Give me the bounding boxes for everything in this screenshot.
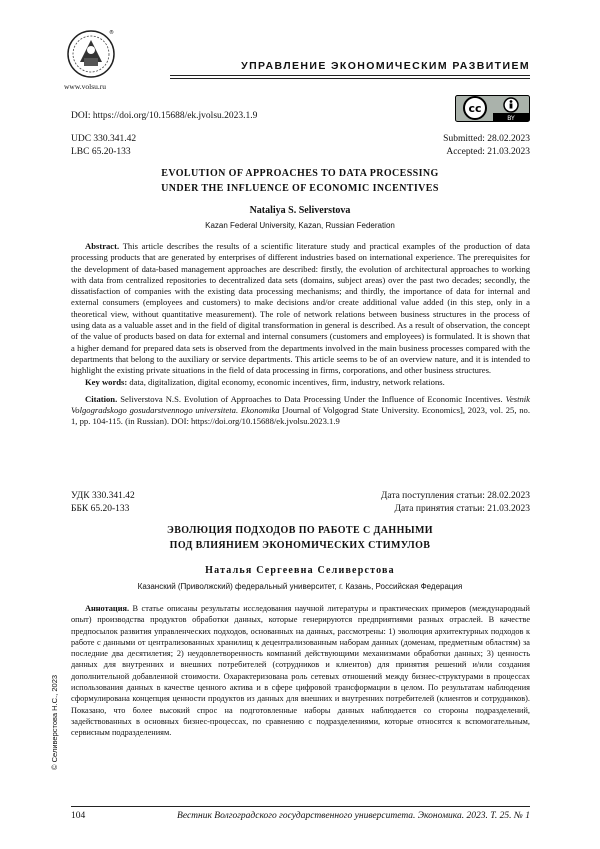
title-ru-line1: ЭВОЛЮЦИЯ ПОДХОДОВ ПО РАБОТЕ С ДАННЫМИ xyxy=(167,525,433,536)
affiliation-en: Kazan Federal University, Kazan, Russian Federation xyxy=(205,221,395,230)
abstract-en xyxy=(71,241,530,428)
affiliation-ru: Казанский (Приволжский) федеральный университет, г. Казань, Российская Федерация xyxy=(137,582,463,591)
running-title: УПРАВЛЕНИЕ ЭКОНОМИЧЕСКИМ РАЗВИТИЕМ xyxy=(241,60,530,72)
svg-text:®: ® xyxy=(109,30,114,36)
udc-ru: УДК 330.341.42 xyxy=(71,491,135,501)
accepted-en: Accepted: 21.03.2023 xyxy=(446,147,530,157)
author-en: Nataliya S. Seliverstova xyxy=(249,205,351,216)
citation-journal: Vestnik Volgogradskogo gosudarstvennogo universiteta. Ekonomika xyxy=(71,393,530,416)
title-en-line2: UNDER THE INFLUENCE OF ECONOMIC INCENTIVES xyxy=(161,183,439,194)
title-ru xyxy=(70,523,530,553)
title-en-line1: EVOLUTION OF APPROACHES TO DATA PROCESSING xyxy=(161,168,439,179)
title-en xyxy=(70,166,530,196)
udc-en: UDC 330.341.42 xyxy=(71,134,137,144)
keywords-en-text: data, digitalization, digital economy, economic incentives, firm, industry, network relations. xyxy=(129,376,445,387)
doi-link[interactable]: DOI: https://doi.org/10.15688/ek.jvolsu.2023.1.9 xyxy=(71,111,258,121)
abstract-en-label: Abstract. xyxy=(85,241,120,251)
copyright-vertical: © Селиверстова Н.С., 2023 xyxy=(50,674,59,770)
abstract-en-text: This article describes the results of a scientific literature study and practical examples of the production of data processing products that are generated by enterprises of different industries based on international experience. The prerequisites for the development of data-based management approaches are described: firstly, the evolution of architectural approaches to working with data from centralized repositories to decentralized data sets (domains, subject areas) over the past two decades; secondly, the dissatisfaction of companies with the existing data processing mechanisms; and thirdly, the importance of data for internal and external consumers (employees and customers) to make decisions and/or create additional value added (in this step, only in a theoretical view, without quantitative measurement). The role of network relations between business structures in the process of using data as a valuable asset and in the field of digital transformation in general is described. As a result of observation, the concept of the value of products based on data for external and internal consumers (customers and employees) is formulated. It is shown that a higher demand for prepared data sets is observed from the departments involved in the main business processes compared with the departments that belong to the auxiliary or service departments. This article seems to be of an overview nature, and it is intended to highlight the existing private situations in the field of data processing in firms, corporations, and other business structures. xyxy=(71,241,530,376)
header-rule-thin xyxy=(170,78,530,79)
cc-by-license-badge[interactable] xyxy=(455,95,530,122)
page-number: 104 xyxy=(71,811,86,821)
accepted-ru: Дата принятия статьи: 21.03.2023 xyxy=(394,504,530,514)
submitted-en: Submitted: 28.02.2023 xyxy=(443,134,530,144)
title-ru-line2: ПОД ВЛИЯНИЕМ ЭКОНОМИЧЕСКИХ СТИМУЛОВ xyxy=(169,540,431,551)
submitted-ru: Дата поступления статьи: 28.02.2023 xyxy=(380,491,530,501)
author-ru: Наталья Сергеевна Селиверстова xyxy=(205,565,395,576)
lbc-ru: ББК 65.20-133 xyxy=(71,504,130,514)
by-icon: BY xyxy=(507,115,515,122)
journal-footer: Вестник Волгоградского государственного университета. Экономика. 2023. Т. 25. № 1 xyxy=(177,811,530,821)
citation-details[interactable]: [Journal of Volgograd State University. Economics], 2023, vol. 25, no. 1, pp. 104-115. (in Russian). DOI: https://doi.org/10.15688/ek.jvolsu.2023.1.9 xyxy=(71,405,530,427)
abstract-ru-text: В статье описаны результаты исследования научной литературы и практических примеров (международный опыт) производства продуктов обработки данных, которые генерируются предприятиями разных отраслей. В качестве предпосылок развития управленческих подходов, основанных на данных, рассмотрены: 1) эволюция архитектурных подходов к работе с данными от централизованных хранилищ к децентрализованным наборам данных (доменам, предметным областям) за последние два десятилетия; 2) неудовлетворенность компаний действующими механизмами обработки данных; 3) ценность данных для внутренних и внешних потребителей (сотрудников и клиентов) для принятия решений и/или создания дополнительной добавленной стоимости. Охарактеризована роль сетевых отношений между бизнес-структурами в процессах использования данных в качестве ценного актива и в сфере цифровой трансформации в целом. По результатам наблюдения сформулирована концепция ценности продуктов из данных для внешних и внутренних потребителей (клиентов и сотрудников). Показано, что более высокий спрос на подготовленные наборы данных наблюдается со стороны подразделений, задействованных в основных бизнес-процессах, по сравнению с подразделениями, которые относятся к вспомогательным, сервисным подразделениям. xyxy=(71,604,530,738)
university-logo-icon xyxy=(66,28,116,80)
citation-text: Seliverstova N.S. Evolution of Approaches to Data Processing Under the Influence of Economic Incentives. xyxy=(120,393,503,404)
footer-rule xyxy=(71,806,530,807)
abstract-ru xyxy=(71,603,530,739)
keywords-en-label: Key words: xyxy=(85,376,128,387)
header-rule xyxy=(170,75,530,76)
lbc-en: LBC 65.20-133 xyxy=(71,147,131,157)
abstract-ru-label: Аннотация. xyxy=(85,604,130,613)
website-url[interactable]: www.volsu.ru xyxy=(64,82,107,91)
cc-icon: cc xyxy=(468,102,482,115)
citation-label: Citation. xyxy=(85,393,118,404)
